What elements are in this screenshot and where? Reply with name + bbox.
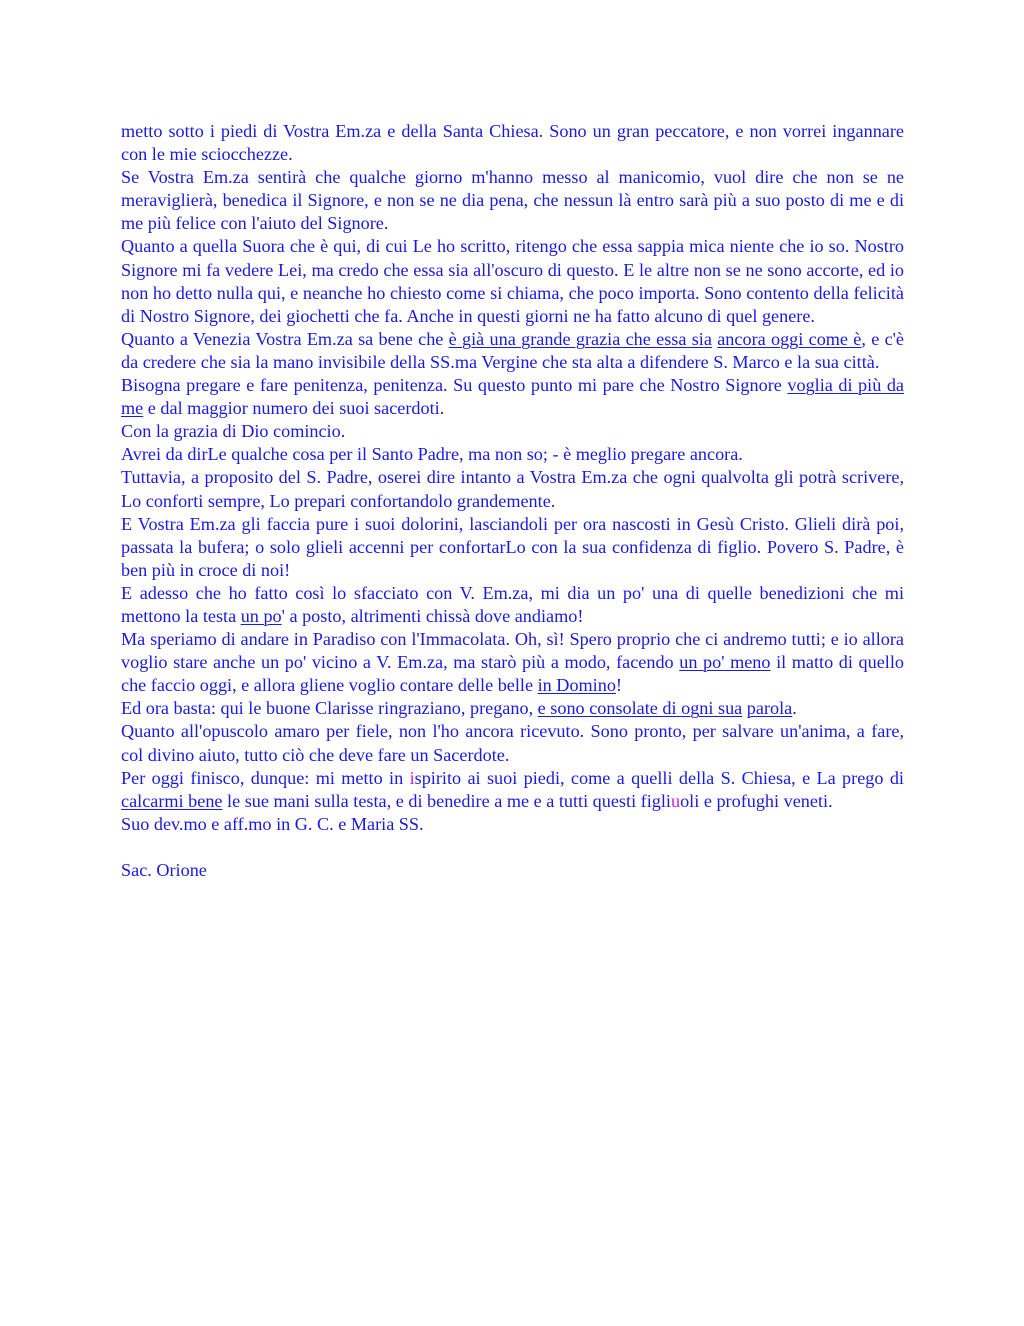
paragraph-9: E Vostra Em.za gli faccia pure i suoi dolorini, lasciandoli per ora nascosti in Gesù Cristo. Glieli dirà poi, passata la bufera; o solo glieli accenni per confortarLo con la sua confidenza di figlio. Povero S. Padre, è ben più in croce di noi!	[121, 513, 904, 580]
highlighted-letter: i	[409, 767, 415, 788]
text-run: spirito ai suoi piedi, come a quelli della S. Chiesa, e La prego di	[414, 767, 904, 788]
letter-body	[121, 120, 904, 882]
paragraph-5	[121, 374, 904, 420]
paragraph-6: Con la grazia di Dio comincio.	[121, 421, 346, 442]
paragraph-14	[121, 767, 904, 813]
paragraph-10	[121, 582, 904, 628]
text-run: il matto di quello che faccio oggi, e allora gliene voglio contare delle belle	[121, 652, 904, 696]
text-run: Ma speriamo di andare in Paradiso con l'Immacolata. Oh, sì! Spero proprio che ci andremo tutti; e io allora voglio stare anche un po' vicino a V. Em.za, ma starò più a modo, facendo	[121, 629, 904, 673]
paragraph-7: Avrei da dirLe qualche cosa per il Santo Padre, ma non so; - è meglio pregare ancora.	[121, 444, 743, 465]
underlined-phrase: parola	[746, 698, 793, 719]
text-run: ' a posto, altrimenti chissà dove andiamo!	[281, 605, 584, 626]
underlined-phrase: in Domino	[537, 675, 616, 696]
underlined-phrase: e sono consolate di ogni sua	[537, 698, 743, 719]
paragraph-4	[121, 328, 904, 374]
text-run: Bisogna pregare e fare penitenza, penitenza. Su questo punto mi pare che Nostro Signore	[121, 375, 788, 396]
highlighted-letter: u	[670, 790, 681, 811]
text-run: Per oggi finisco, dunque: mi metto in	[121, 767, 410, 788]
underlined-phrase: è già una grande grazia che essa sia	[448, 328, 712, 349]
text-run: .	[792, 698, 797, 719]
paragraph-3: Quanto a quella Suora che è qui, di cui Le ho scritto, ritengo che essa sappia mica niente che io so. Nostro Signore mi fa vedere Lei, ma credo che essa sia all'oscuro di questo. E le altre non se ne sono accorte, ed io non ho detto nulla qui, e neanche ho chiesto come si chiama, che poco importa. Sono contento della felicità di Nostro Signore, dei giochetti che fa. Anche in questi giorni ne ha fatto alcuno di quel genere.	[121, 236, 904, 326]
text-run: oli e profughi veneti.	[680, 790, 833, 811]
text-run: e dal maggior numero dei suoi sacerdoti.	[143, 398, 445, 419]
paragraph-2: Se Vostra Em.za sentirà che qualche giorno m'hanno messo al manicomio, vuol dire che non se ne meraviglierà, benedica il Signore, e non se ne dia pena, che nessun là entro sarà più a suo posto di me e di me più felice con l'aiuto del Signore.	[121, 167, 904, 234]
text-run: , e c'è da credere che sia la mano invisibile della SS.ma Vergine che sta alta a difendere S. Marco e la sua città.	[121, 328, 905, 372]
text-run: le sue mani sulla testa, e di benedire a me e a tutti questi figli	[222, 790, 671, 811]
paragraph-13: Quanto all'opuscolo amaro per fiele, non l'ho ancora ricevuto. Sono pronto, per salvare un'anima, a fare, col divino aiuto, tutto ciò che deve fare un Sacerdote.	[121, 721, 904, 765]
text-run: !	[615, 675, 622, 696]
text-run: Quanto a Venezia Vostra Em.za sa bene che	[121, 328, 449, 349]
underlined-phrase: ancora oggi come è	[717, 328, 862, 349]
signature: Sac. Orione	[121, 859, 207, 880]
paragraph-1: metto sotto i piedi di Vostra Em.za e della Santa Chiesa. Sono un gran peccatore, e non vorrei ingannare con le mie sciocchezze.	[121, 121, 904, 165]
underlined-phrase: un po' meno	[679, 652, 771, 673]
closing-line: Suo dev.mo e aff.mo in G. C. e Maria SS.	[121, 813, 424, 834]
underlined-phrase: un po	[240, 605, 282, 626]
underlined-phrase: voglia di più da me	[121, 375, 904, 419]
underlined-phrase: calcarmi bene	[121, 790, 223, 811]
paragraph-8: Tuttavia, a proposito del S. Padre, oserei dire intanto a Vostra Em.za che ogni qualvolta gli potrà scrivere, Lo conforti sempre, Lo prepari confortandolo grandemente.	[121, 467, 904, 511]
text-run: Ed ora basta: qui le buone Clarisse ringraziano, pregano,	[121, 698, 538, 719]
paragraph-11	[121, 628, 904, 697]
text-run: E adesso che ho fatto così lo sfacciato con V. Em.za, mi dia un po' una di quelle benedizioni che mi mettono la testa	[121, 582, 904, 626]
paragraph-12	[121, 697, 904, 720]
